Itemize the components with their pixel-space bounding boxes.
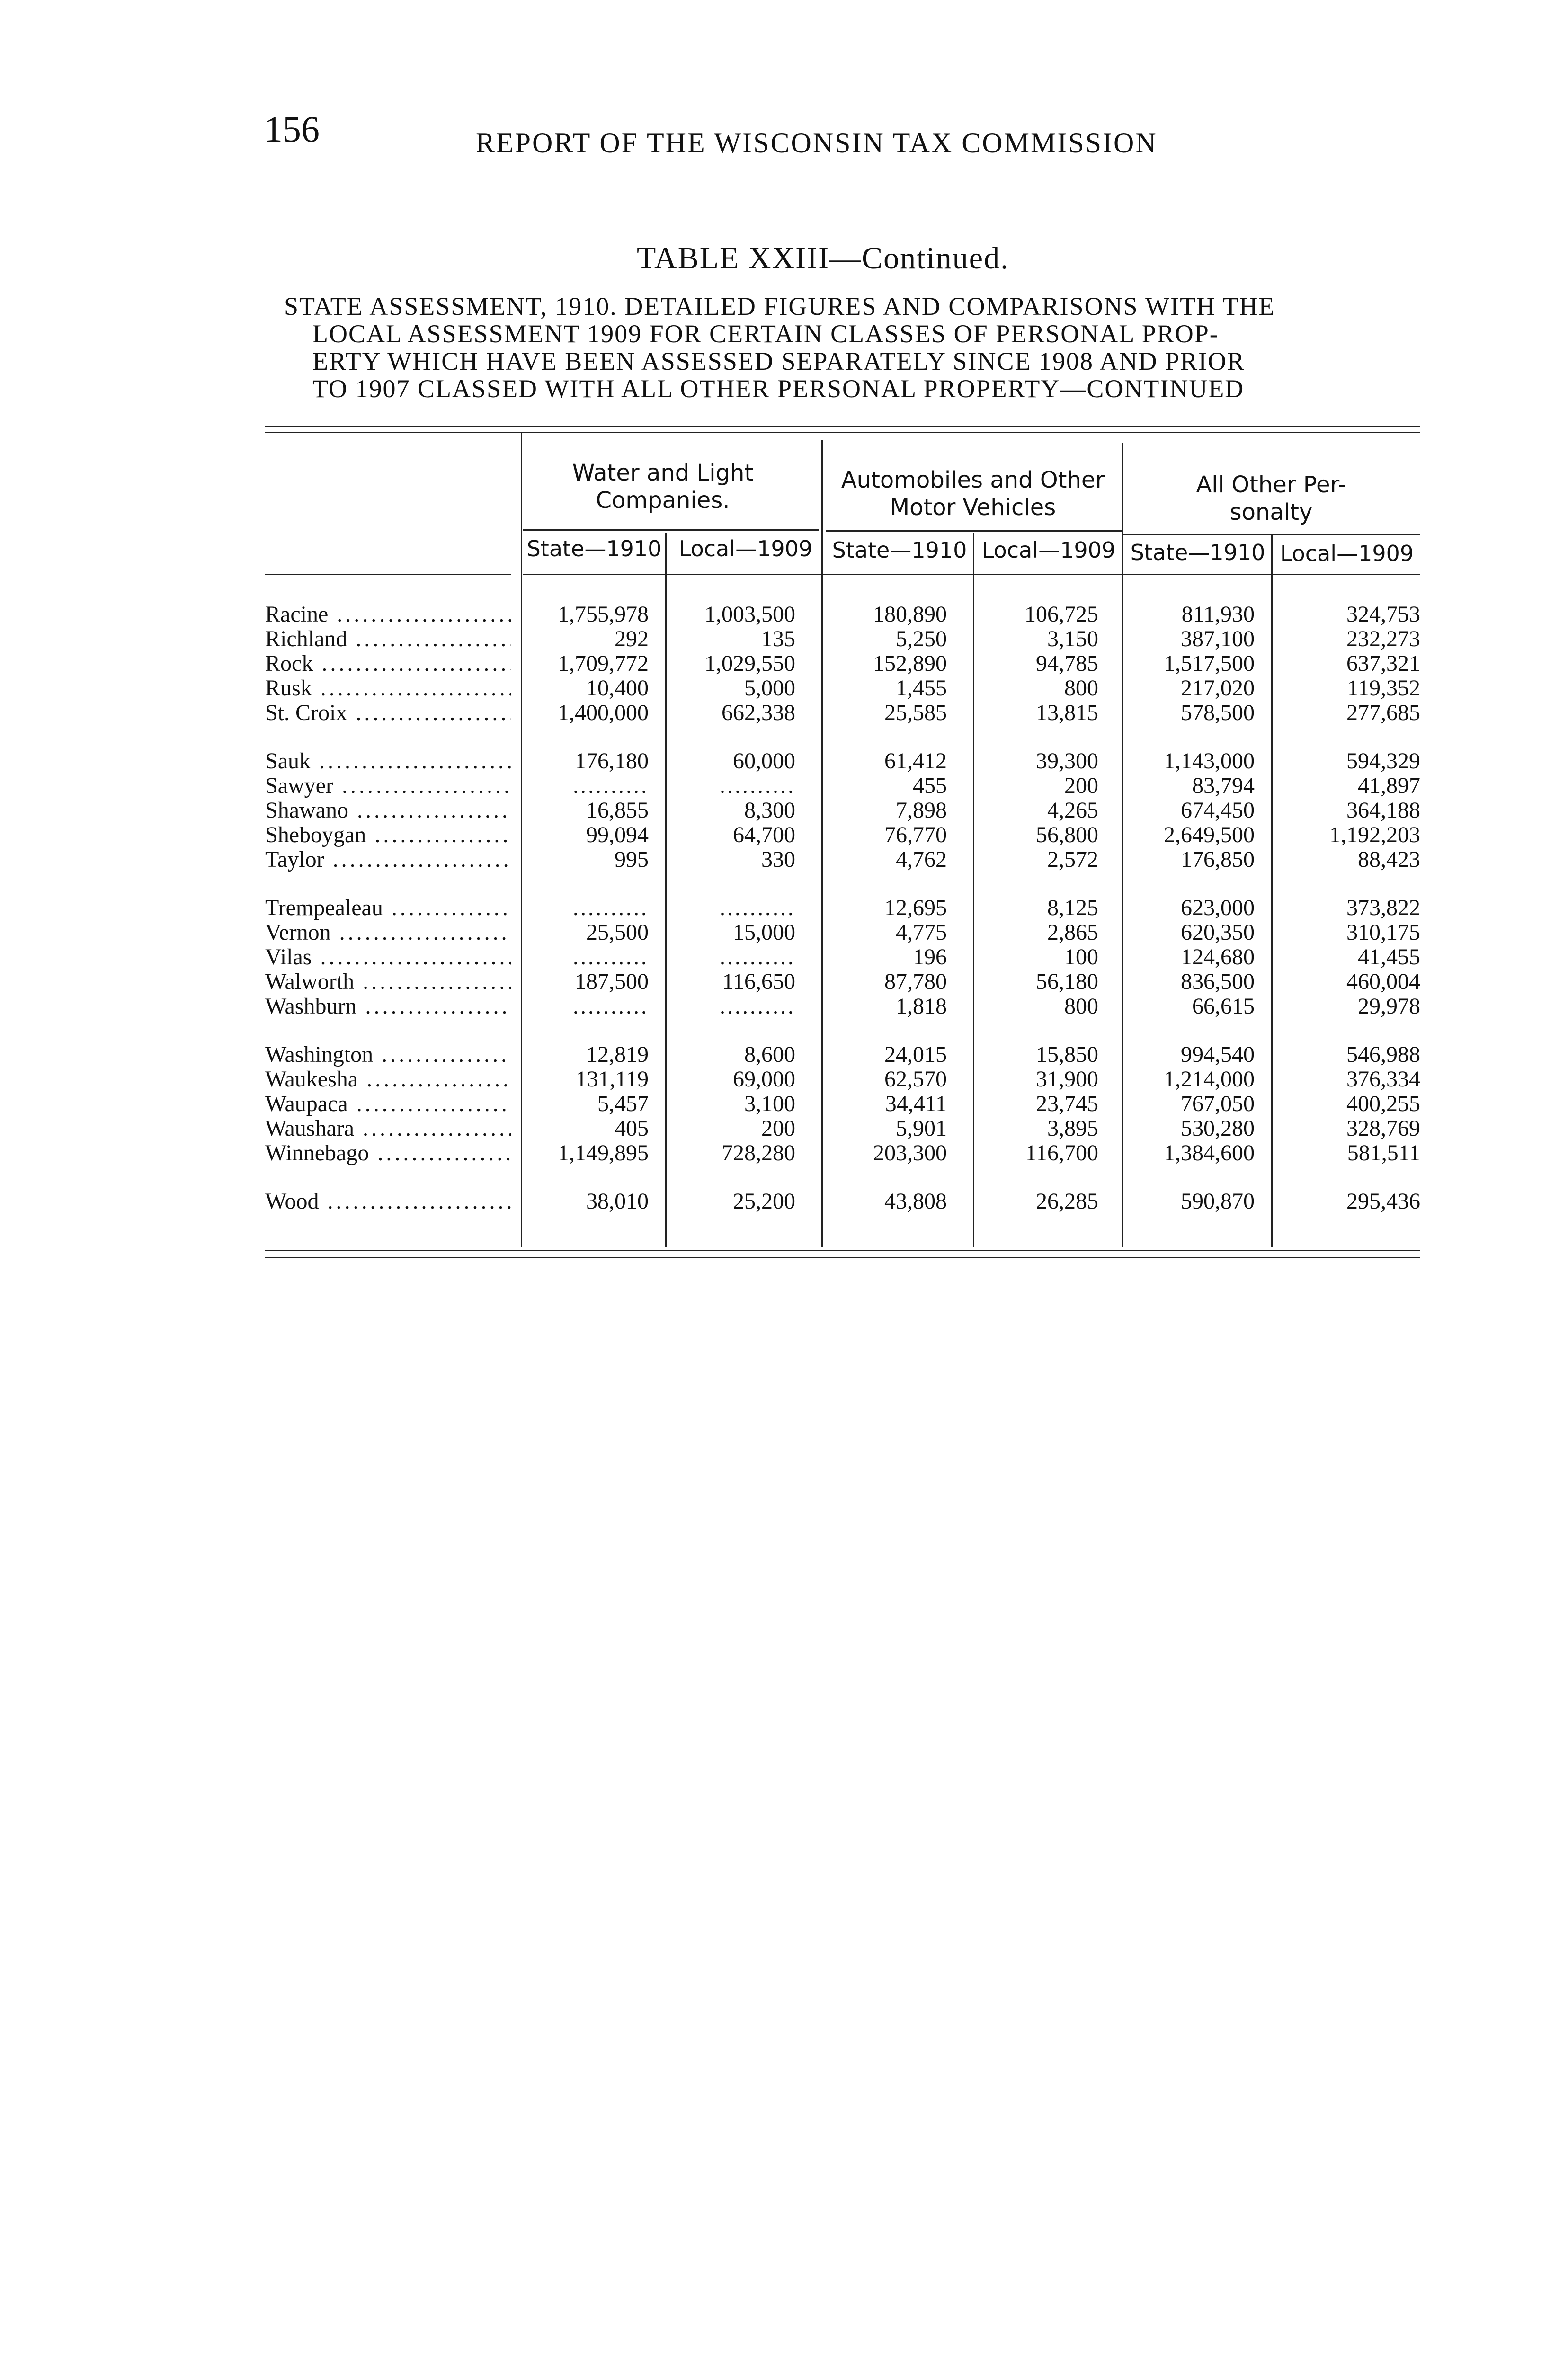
bottom-rule: [265, 1250, 1420, 1251]
water-light-state-1910: 1,755,978: [558, 602, 649, 627]
automobiles-local-1909: 23,745: [1036, 1091, 1098, 1116]
sub-header: Local—1909: [678, 536, 813, 561]
water-light-local-1909: [658, 945, 795, 970]
county-name: St. Croix .....: [265, 701, 511, 725]
automobiles-state-1910: 12,695: [884, 895, 947, 920]
other-personalty-state-1910: 217,020: [1181, 676, 1255, 701]
water-light-local-1909: 662,338: [722, 700, 795, 725]
water-light-state-1910: 995: [615, 847, 649, 872]
water-light-state-1910: [521, 774, 649, 798]
automobiles-state-1910: 76,770: [884, 822, 947, 847]
other-personalty-local-1909: 328,769: [1346, 1116, 1420, 1141]
automobiles-state-1910: 4,762: [896, 847, 947, 872]
other-personalty-local-1909: 373,822: [1346, 895, 1420, 920]
other-personalty-local-1909: 232,273: [1346, 626, 1420, 651]
water-light-local-1909: 8,600: [744, 1042, 795, 1067]
water-light-local-1909: 60,000: [733, 748, 795, 774]
county-name: Sheboygan .....: [265, 823, 511, 847]
table-row: [265, 945, 1420, 970]
automobiles-state-1910: 1,818: [896, 994, 947, 1019]
water-light-local-1909: 200: [761, 1116, 795, 1141]
table-row: [265, 920, 1420, 945]
column-group-automobiles: Automobiles and Other Motor Vehicles: [841, 467, 1105, 521]
other-personalty-local-1909: 460,004: [1346, 969, 1420, 994]
water-light-state-1910: 176,180: [575, 748, 649, 774]
other-personalty-state-1910: 578,500: [1181, 700, 1255, 725]
water-light-state-1910: [521, 994, 649, 1019]
other-personalty-local-1909: 594,329: [1346, 748, 1420, 774]
water-light-local-1909: [658, 774, 795, 798]
county-name: Waukesha .....: [265, 1067, 511, 1092]
other-personalty-local-1909: 310,175: [1346, 920, 1420, 945]
automobiles-local-1909: 94,785: [1036, 651, 1098, 676]
automobiles-local-1909: 56,180: [1036, 969, 1098, 994]
other-personalty-local-1909: 41,455: [1358, 944, 1420, 970]
automobiles-local-1909: 31,900: [1036, 1067, 1098, 1092]
other-personalty-state-1910: 1,384,600: [1164, 1140, 1255, 1166]
other-personalty-local-1909: 324,753: [1346, 602, 1420, 627]
table-row: [265, 1067, 1420, 1092]
water-light-state-1910: 1,709,772: [558, 651, 649, 676]
other-personalty-state-1910: 530,280: [1181, 1116, 1255, 1141]
water-light-state-1910: 16,855: [586, 798, 649, 823]
water-light-state-1910: 1,400,000: [558, 700, 649, 725]
other-personalty-state-1910: 124,680: [1181, 944, 1255, 970]
table-row: [265, 1141, 1420, 1166]
automobiles-state-1910: 180,890: [873, 602, 947, 627]
group-underline: [523, 529, 819, 531]
automobiles-local-1909: 3,150: [1047, 626, 1098, 651]
table-row: [265, 774, 1420, 798]
running-head: REPORT OF THE WISCONSIN TAX COMMISSION: [476, 127, 1158, 159]
county-name: Waupaca .....: [265, 1092, 511, 1116]
other-personalty-state-1910: 811,930: [1181, 602, 1255, 627]
automobiles-local-1909: 3,895: [1047, 1116, 1098, 1141]
water-light-local-1909: 3,100: [744, 1091, 795, 1116]
table-row: [265, 1042, 1420, 1067]
table-row: [265, 994, 1420, 1019]
automobiles-local-1909: 800: [1064, 994, 1098, 1019]
automobiles-state-1910: 34,411: [885, 1091, 947, 1116]
automobiles-state-1910: 455: [913, 773, 947, 798]
table-row: [265, 970, 1420, 994]
water-light-local-1909: 1,003,500: [704, 602, 795, 627]
automobiles-local-1909: 200: [1064, 773, 1098, 798]
other-personalty-state-1910: 994,540: [1181, 1042, 1255, 1067]
column-group-other-personalty: All Other Per- sonalty: [1196, 472, 1346, 525]
other-personalty-local-1909: 295,436: [1346, 1189, 1420, 1214]
county-name: Winnebago .....: [265, 1141, 511, 1166]
other-personalty-local-1909: 400,255: [1346, 1091, 1420, 1116]
water-light-state-1910: 99,094: [586, 822, 649, 847]
automobiles-state-1910: 5,250: [896, 626, 947, 651]
sub-header: Local—1909: [1280, 541, 1414, 566]
other-personalty-state-1910: 176,850: [1181, 847, 1255, 872]
county-name: Washburn .....: [265, 994, 511, 1019]
automobiles-state-1910: 7,898: [896, 798, 947, 823]
county-name: Washington .....: [265, 1042, 511, 1067]
water-light-state-1910: 1,149,895: [558, 1140, 649, 1166]
automobiles-state-1910: 4,775: [896, 920, 947, 945]
other-personalty-state-1910: 590,870: [1181, 1189, 1255, 1214]
other-personalty-state-1910: 836,500: [1181, 969, 1255, 994]
other-personalty-state-1910: 66,615: [1192, 994, 1255, 1019]
water-light-state-1910: 5,457: [597, 1091, 649, 1116]
other-personalty-local-1909: 637,321: [1346, 651, 1420, 676]
county-name: Sawyer .....: [265, 774, 511, 798]
county-name: Waushara .....: [265, 1116, 511, 1141]
table-row: [265, 627, 1420, 651]
county-name: Vilas .....: [265, 945, 511, 970]
other-personalty-local-1909: 1,192,203: [1329, 822, 1420, 847]
water-light-local-1909: 64,700: [733, 822, 795, 847]
automobiles-state-1910: 203,300: [873, 1140, 947, 1166]
water-light-local-1909: [658, 896, 795, 920]
water-light-local-1909: 330: [761, 847, 795, 872]
table-title: TABLE XXIII—Continued.: [637, 241, 1009, 276]
top-rule: [265, 432, 1420, 433]
water-light-local-1909: 25,200: [733, 1189, 795, 1214]
automobiles-state-1910: 25,585: [884, 700, 947, 725]
automobiles-local-1909: 39,300: [1036, 748, 1098, 774]
table-row: [265, 602, 1420, 627]
page-number: 156: [264, 108, 320, 150]
table-row: [265, 1189, 1420, 1214]
water-light-state-1910: 292: [615, 626, 649, 651]
caption-line: STATE ASSESSMENT, 1910. DETAILED FIGURES AND COMPARISONS WITH THE: [284, 292, 1275, 320]
other-personalty-local-1909: 29,978: [1358, 994, 1420, 1019]
caption-line: TO 1907 CLASSED WITH ALL OTHER PERSONAL PROPERTY—CONTINUED: [312, 374, 1245, 403]
header-underline: [265, 574, 511, 575]
other-personalty-state-1910: 767,050: [1181, 1091, 1255, 1116]
county-name: Walworth .....: [265, 970, 511, 994]
water-light-state-1910: 187,500: [575, 969, 649, 994]
automobiles-state-1910: 87,780: [884, 969, 947, 994]
county-name: Wood .....: [265, 1189, 511, 1214]
water-light-state-1910: 25,500: [586, 920, 649, 945]
other-personalty-state-1910: 1,143,000: [1164, 748, 1255, 774]
automobiles-local-1909: 13,815: [1036, 700, 1098, 725]
water-light-local-1909: 8,300: [744, 798, 795, 823]
table-row: [265, 823, 1420, 847]
sub-header: State—1910: [832, 537, 967, 563]
automobiles-local-1909: 106,725: [1025, 602, 1098, 627]
automobiles-state-1910: 61,412: [884, 748, 947, 774]
automobiles-state-1910: 5,901: [896, 1116, 947, 1141]
county-name: Racine .....: [265, 602, 511, 627]
other-personalty-local-1909: 581,511: [1347, 1140, 1420, 1166]
header-underline: [523, 574, 1420, 575]
water-light-local-1909: [658, 994, 795, 1019]
water-light-state-1910: 10,400: [586, 676, 649, 701]
other-personalty-local-1909: 88,423: [1358, 847, 1420, 872]
automobiles-local-1909: 800: [1064, 676, 1098, 701]
county-name: Shawano .....: [265, 798, 511, 823]
water-light-state-1910: 405: [615, 1116, 649, 1141]
table-row: [265, 896, 1420, 920]
water-light-local-1909: 116,650: [722, 969, 795, 994]
table-row: [265, 651, 1420, 676]
bottom-rule: [265, 1257, 1420, 1258]
table-row: [265, 701, 1420, 725]
water-light-local-1909: 69,000: [733, 1067, 795, 1092]
other-personalty-state-1910: 1,214,000: [1164, 1067, 1255, 1092]
water-light-state-1910: 38,010: [586, 1189, 649, 1214]
water-light-state-1910: [521, 896, 649, 920]
automobiles-local-1909: 15,850: [1036, 1042, 1098, 1067]
other-personalty-local-1909: 41,897: [1358, 773, 1420, 798]
automobiles-local-1909: 116,700: [1025, 1140, 1098, 1166]
other-personalty-local-1909: 277,685: [1346, 700, 1420, 725]
county-name: Vernon .....: [265, 920, 511, 945]
column-group-water-light: Water and Light Companies.: [572, 460, 754, 514]
sub-header: State—1910: [526, 536, 662, 561]
automobiles-local-1909: 56,800: [1036, 822, 1098, 847]
automobiles-local-1909: 26,285: [1036, 1189, 1098, 1214]
table-row: [265, 847, 1420, 872]
table-caption: [284, 293, 1425, 402]
county-name: Richland .....: [265, 627, 511, 651]
water-light-local-1909: 5,000: [744, 676, 795, 701]
table-row: [265, 1092, 1420, 1116]
table-row: [265, 1116, 1420, 1141]
county-name: Sauk .....: [265, 749, 511, 774]
county-name: Taylor .....: [265, 847, 511, 872]
automobiles-state-1910: 43,808: [884, 1189, 947, 1214]
other-personalty-state-1910: 1,517,500: [1164, 651, 1255, 676]
water-light-state-1910: 131,119: [575, 1067, 649, 1092]
top-rule: [265, 426, 1420, 427]
water-light-local-1909: 135: [761, 626, 795, 651]
other-personalty-state-1910: 620,350: [1181, 920, 1255, 945]
county-name: Rock .....: [265, 651, 511, 676]
other-personalty-state-1910: 623,000: [1181, 895, 1255, 920]
automobiles-state-1910: 24,015: [884, 1042, 947, 1067]
automobiles-local-1909: 2,572: [1047, 847, 1098, 872]
automobiles-local-1909: 4,265: [1047, 798, 1098, 823]
caption-line: ERTY WHICH HAVE BEEN ASSESSED SEPARATELY SINCE 1908 AND PRIOR: [312, 347, 1246, 375]
table-row: [265, 676, 1420, 701]
sub-header: Local—1909: [981, 537, 1116, 563]
other-personalty-state-1910: 83,794: [1192, 773, 1255, 798]
county-name: Trempealeau .....: [265, 896, 511, 920]
water-light-state-1910: 12,819: [586, 1042, 649, 1067]
water-light-local-1909: 1,029,550: [704, 651, 795, 676]
group-underline: [826, 530, 1122, 532]
automobiles-state-1910: 1,455: [896, 676, 947, 701]
other-personalty-state-1910: 2,649,500: [1164, 822, 1255, 847]
water-light-state-1910: [521, 945, 649, 970]
automobiles-local-1909: 8,125: [1047, 895, 1098, 920]
county-name: Rusk .....: [265, 676, 511, 701]
table-row: [265, 749, 1420, 774]
automobiles-local-1909: 100: [1064, 944, 1098, 970]
table-row: [265, 798, 1420, 823]
automobiles-state-1910: 62,570: [884, 1067, 947, 1092]
automobiles-state-1910: 196: [913, 944, 947, 970]
sub-header: State—1910: [1130, 540, 1265, 565]
caption-line: LOCAL ASSESSMENT 1909 FOR CERTAIN CLASSES OF PERSONAL PROP-: [312, 320, 1219, 348]
automobiles-state-1910: 152,890: [873, 651, 947, 676]
other-personalty-local-1909: 119,352: [1347, 676, 1420, 701]
automobiles-local-1909: 2,865: [1047, 920, 1098, 945]
water-light-local-1909: 15,000: [733, 920, 795, 945]
other-personalty-state-1910: 387,100: [1181, 626, 1255, 651]
water-light-local-1909: 728,280: [722, 1140, 795, 1166]
other-personalty-local-1909: 364,188: [1346, 798, 1420, 823]
other-personalty-state-1910: 674,450: [1181, 798, 1255, 823]
other-personalty-local-1909: 546,988: [1346, 1042, 1420, 1067]
other-personalty-local-1909: 376,334: [1346, 1067, 1420, 1092]
